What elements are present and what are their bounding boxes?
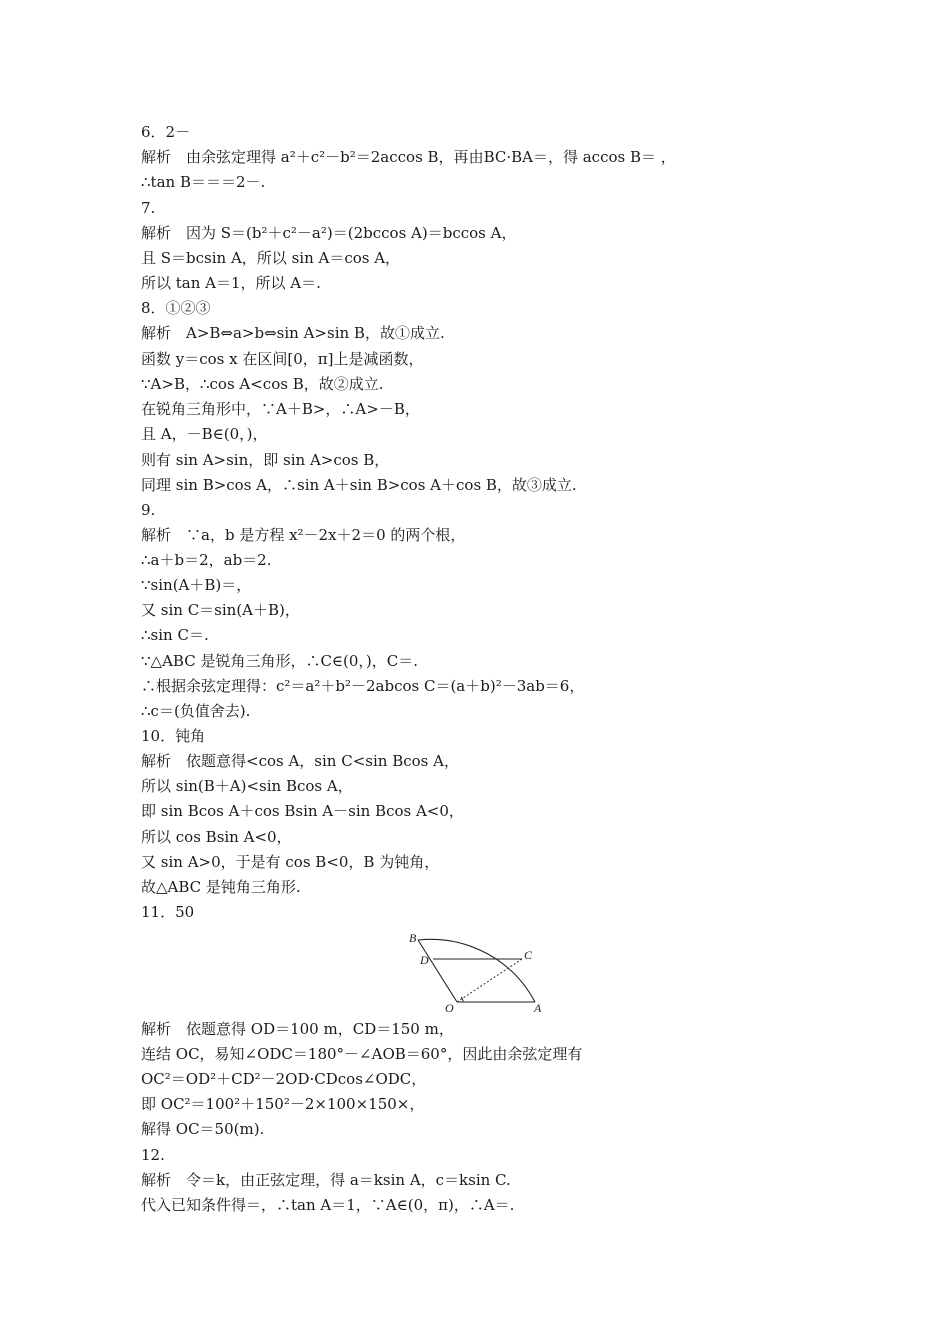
label-d: D <box>420 953 429 967</box>
text-line: 解析 依题意得<cos A，sin C<sin Bcos A， <box>141 752 459 770</box>
text-line: 所以 sin(B＋A)<sin Bcos A， <box>141 777 353 795</box>
text-line: 则有 sin A>sin，即 sin A>cos B， <box>141 451 390 469</box>
text-line: 所以 cos Bsin A<0， <box>141 828 292 846</box>
line-oc-dashed <box>457 959 522 1002</box>
text-line: 9. <box>141 501 156 519</box>
text-line: 解析 ∵a，b 是方程 x²－2x＋2＝0 的两个根， <box>141 526 466 544</box>
text-line: 又 sin A>0，于是有 cos B<0，B 为钝角， <box>141 853 440 871</box>
text-line: 代入已知条件得＝，∴tan A＝1，∵A∈(0，π)，∴A＝. <box>141 1196 515 1214</box>
text-line: ∴a＋b＝2，ab＝2. <box>141 551 272 569</box>
label-a: A <box>534 1001 542 1014</box>
text-line: 连结 OC，易知∠ODC＝180°－∠AOB＝60°，因此由余弦定理有 <box>141 1045 583 1063</box>
text-line: ∴c＝(负值舍去). <box>141 702 251 720</box>
text-line: ∴tan B＝＝＝2－. <box>141 173 266 191</box>
text-line: 7. <box>141 199 156 217</box>
text-line: 且 S＝bcsin A，所以 sin A＝cos A， <box>141 249 401 267</box>
text-line: ∴根据余弦定理得：c²＝a²＋b²－2abcos C＝(a＋b)²－3ab＝6， <box>141 677 585 695</box>
text-line: 所以 tan A＝1，所以 A＝. <box>141 274 321 292</box>
text-line: ∵sin(A＋B)＝， <box>141 576 252 594</box>
text-line: 10．钝角 <box>141 727 206 745</box>
label-o: O <box>445 1001 454 1014</box>
text-line: 解得 OC＝50(m). <box>141 1120 265 1138</box>
text-line: 即 OC²＝100²＋150²－2×100×150×， <box>141 1095 425 1113</box>
text-line: 故△ABC 是钝角三角形. <box>141 878 301 896</box>
arc-bc <box>418 939 535 1002</box>
text-line: OC²＝OD²＋CD²－2OD·CDcos∠ODC， <box>141 1070 427 1088</box>
line-ob <box>418 940 457 1002</box>
text-line: 在锐角三角形中，∵A＋B>，∴A>－B， <box>141 400 420 418</box>
text-line: 8．①②③ <box>141 299 211 317</box>
text-line: ∵A>B，∴cos A<cos B，故②成立. <box>141 375 384 393</box>
text-line: ∵△ABC 是锐角三角形，∴C∈(0，)，C＝. <box>141 652 419 670</box>
text-line: 同理 sin B>cos A，∴sin A＋sin B>cos A＋cos B，故③成立. <box>141 476 577 494</box>
text-line: 即 sin Bcos A＋cos Bsin A－sin Bcos A<0， <box>141 802 464 820</box>
text-line: 6．2－ <box>141 123 191 141</box>
label-b: B <box>409 931 417 945</box>
text-line: ∴sin C＝. <box>141 626 209 644</box>
text-line: 解析 令＝k，由正弦定理，得 a＝ksin A，c＝ksin C. <box>141 1171 511 1189</box>
text-line: 解析 由余弦定理得 a²＋c²－b²＝2accos B，再由BC·BA＝，得 accos B＝ ， <box>141 148 676 166</box>
label-c: C <box>524 948 533 962</box>
text-line: 11．50 <box>141 903 195 921</box>
text-line: 解析 A>B⇔a>b⇔sin A>sin B，故①成立. <box>141 324 445 342</box>
text-line: 12. <box>141 1146 165 1164</box>
text-line: 又 sin C＝sin(A＋B)， <box>141 601 300 619</box>
text-line: 解析 因为 S＝(b²＋c²－a²)＝(2bccos A)＝bccos A， <box>141 224 517 242</box>
text-line: 解析 依题意得 OD＝100 m，CD＝150 m， <box>141 1020 454 1038</box>
sector-diagram <box>400 928 560 1014</box>
text-line: 且 A，－B∈(0，)， <box>141 425 268 443</box>
text-line: 函数 y＝cos x 在区间[0，π]上是减函数， <box>141 350 424 368</box>
